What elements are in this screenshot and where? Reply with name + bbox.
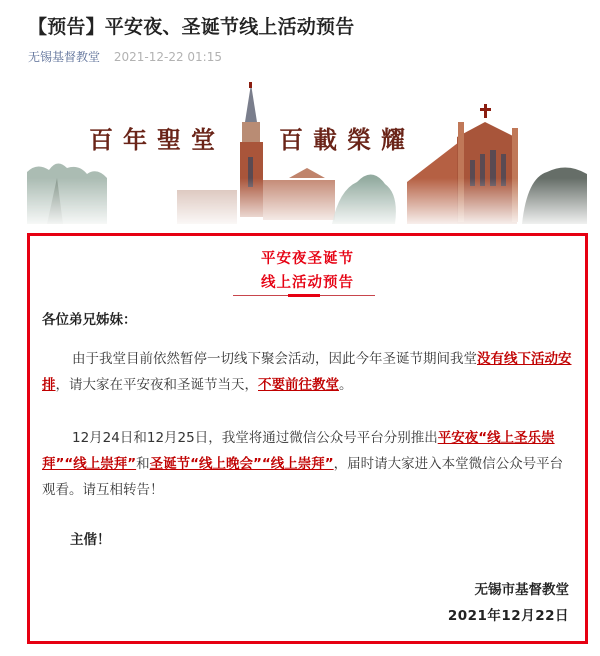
publish-time: 2021-12-22 01:15 (113, 50, 222, 64)
article-meta (28, 48, 222, 65)
paragraph-1-text-a: 由于我堂目前依然暂停一切线下聚会活动，因此今年圣诞节期间我堂 (72, 351, 477, 367)
highlight-christmas-eve-events: 平安夜“线上圣乐崇拜”“线上崇拜” (42, 430, 555, 472)
title-divider-accent (288, 294, 320, 297)
author-link[interactable]: 无锡基督教堂 (28, 50, 101, 64)
notice-title-line2: 线上活动预告 (261, 275, 354, 291)
title-divider (233, 295, 375, 296)
greeting: 各位弟兄姊妹： (42, 312, 137, 328)
paragraph-1-text-b: ，请大家在平安夜和圣诞节当天， (55, 377, 258, 393)
paragraph-2-text-a: 12月24日和12月25日，我堂将通过微信公众号平台分别推出 (72, 430, 438, 446)
notice-title-line1: 平安夜圣诞节 (261, 251, 354, 267)
paragraph-2 (42, 425, 572, 503)
calligraphy-left: 百年聖堂 (89, 125, 225, 154)
paragraph-2-text-c: ，届时请大家进入本堂微信公众号平台观看。请互相转告！ (42, 456, 564, 498)
notice-box (27, 233, 588, 644)
signature-org: 无锡市基督教堂 (474, 582, 569, 598)
banner-image (27, 82, 587, 224)
calligraphy-right: 百載榮耀 (279, 125, 415, 154)
notice-title (30, 247, 585, 295)
highlight-do-not-visit: 不要前往教堂 (258, 377, 339, 393)
paragraph-2-text-b: 和 (136, 456, 150, 472)
signature-date: 2021年12月22日 (447, 608, 569, 624)
article-title: 【预告】平安夜、圣诞节线上活动预告 (28, 16, 355, 38)
highlight-christmas-day-events: 圣诞节“线上晚会”“线上崇拜” (149, 456, 334, 472)
highlight-no-offline-events: 没有线下活动安排 (42, 351, 572, 393)
paragraph-1-text-c: 。 (339, 377, 353, 393)
paragraph-1 (42, 346, 572, 398)
closing: 主偕！ (70, 532, 111, 548)
